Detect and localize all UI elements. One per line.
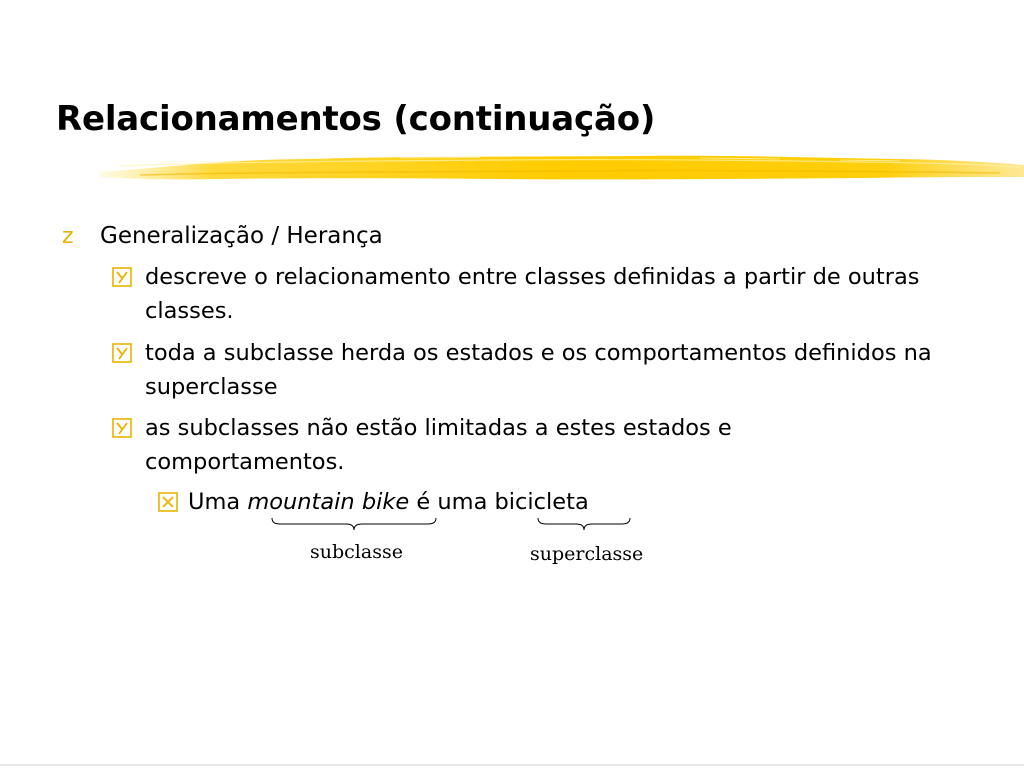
superclass-label: superclasse	[530, 543, 644, 565]
bottom-divider	[0, 764, 1024, 766]
y-box-bullet-icon	[112, 267, 132, 287]
sub-bullet-text: descreve o relacionamento entre classes definidas a partir de outras classes.	[145, 264, 920, 324]
sub-bullet-text: as subclasses não estão limitadas a estes estados e comportamentos.	[145, 415, 732, 475]
sub-bullet-3	[112, 411, 932, 479]
slide-title: Relacionamentos (continuação)	[56, 99, 656, 139]
y-box-bullet-icon	[112, 418, 132, 438]
example-middle: é uma	[416, 489, 488, 515]
superclass-brace	[536, 516, 632, 532]
subclass-label: subclasse	[310, 541, 403, 563]
example-bullet	[158, 486, 589, 518]
superclass-term: bicicleta	[494, 489, 589, 515]
sub-bullet-2	[112, 336, 932, 404]
title-highlighter-underline	[100, 150, 1024, 186]
example-sentence	[158, 489, 589, 515]
bullet-generalizacao	[62, 222, 383, 251]
subclass-brace	[270, 516, 438, 532]
y-box-bullet-icon	[112, 343, 132, 363]
example-prefix: Uma	[188, 489, 241, 515]
x-box-bullet-icon	[158, 492, 178, 512]
sub-bullet-1	[112, 260, 932, 328]
z-bullet-icon: z	[62, 224, 74, 249]
sub-bullet-text: toda a subclasse herda os estados e os comportamentos definidos na superclasse	[145, 340, 932, 400]
subclass-term: mountain bike	[247, 489, 410, 515]
bullet-label: Generalização / Herança	[100, 223, 383, 249]
